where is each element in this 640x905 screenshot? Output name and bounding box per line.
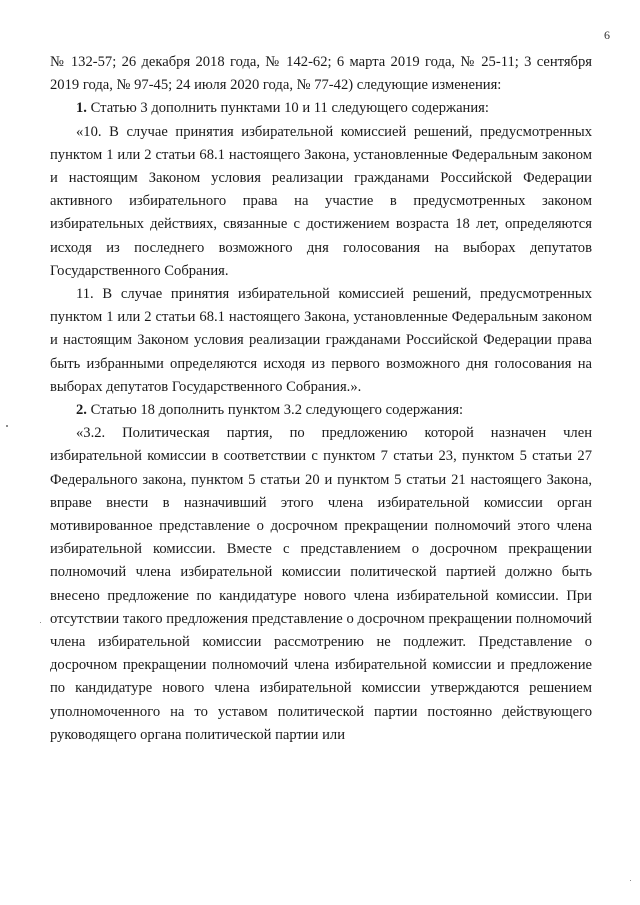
item-number: 1. <box>76 100 87 117</box>
paragraph-clause-3-2 <box>50 422 592 747</box>
scan-speck <box>6 425 8 427</box>
paragraph-continuation <box>50 51 592 97</box>
paragraph-text: «10. В случае принятия избирательной комиссией решений, предусмотренных пунктом 1 или 2 статьи 68.1 настоящего Закона, установленные Федеральным законом и настоящим Законом условия реализации гражданами Российской Федерации активного избирательного права на участие в предусмотренных законом избирательных действиях, связанные с достижением возраста 18 лет, определяются исходя из последнего возможного дня голосования на выборах депутатов Государственного Собрания. <box>50 123 592 279</box>
paragraph-text: Статью 18 дополнить пунктом 3.2 следующего содержания: <box>86 402 464 419</box>
page-number: 6 <box>604 28 610 42</box>
paragraph-clause-11 <box>50 283 592 399</box>
paragraph-text: Статью 3 дополнить пунктами 10 и 11 следующего содержания: <box>86 100 489 117</box>
scan-speck <box>40 622 41 623</box>
paragraph-text: «3.2. Политическая партия, по предложению которой назначен член избирательной комиссии в соответствии с пунктом 7 статьи 23, пунктом 5 статьи 27 Федерального закона, пунктом 5 статьи 20 и пунктом 5 статьи 21 настоящего Закона, вправе внести в назначивший этого члена избирательной комиссии орган мотивированное представление о досрочном прекращении полномочий этого члена избирательной комиссии. Вместе с представлением о досрочном прекращении полномочий члена избирательной комиссии политической партией должно быть внесено предложение по кандидатуре нового члена избирательной комиссии. При отсутствии такого предложения представление о досрочном прекращении полномочий члена избирательной комиссии рассмотрению не подлежит. Представление о досрочном прекращении полномочий члена избирательной комиссии и предложение по кандидатуре нового члена избирательной комиссии утверждаются решением уполномоченного на то уставом политической партии постоянно действующего руководящего органа политической партии или <box>50 425 592 743</box>
paragraph-text: № 132-57; 26 декабря 2018 года, № 142-62; 6 марта 2019 года, № 25-11; 3 сентября 2019 года, № 97-45; 24 июля 2020 года, № 77-42) следующие изменения: <box>50 54 592 94</box>
paragraph-item-2 <box>50 399 592 422</box>
scan-speck <box>630 880 631 881</box>
paragraph-text: 11. В случае принятия избирательной комиссией решений, предусмотренных пунктом 1 или 2 статьи 68.1 настоящего Закона, установленные Федеральным законом и настоящим Законом условия реализации гражданами Российской Федерации права быть избранными определяются исходя из первого возможного дня голосования на выборах депутатов Государственного Собрания.». <box>50 286 592 395</box>
paragraph-item-1 <box>50 97 592 120</box>
item-number: 2. <box>76 402 87 419</box>
document-body <box>50 51 592 747</box>
paragraph-clause-10 <box>50 121 592 283</box>
